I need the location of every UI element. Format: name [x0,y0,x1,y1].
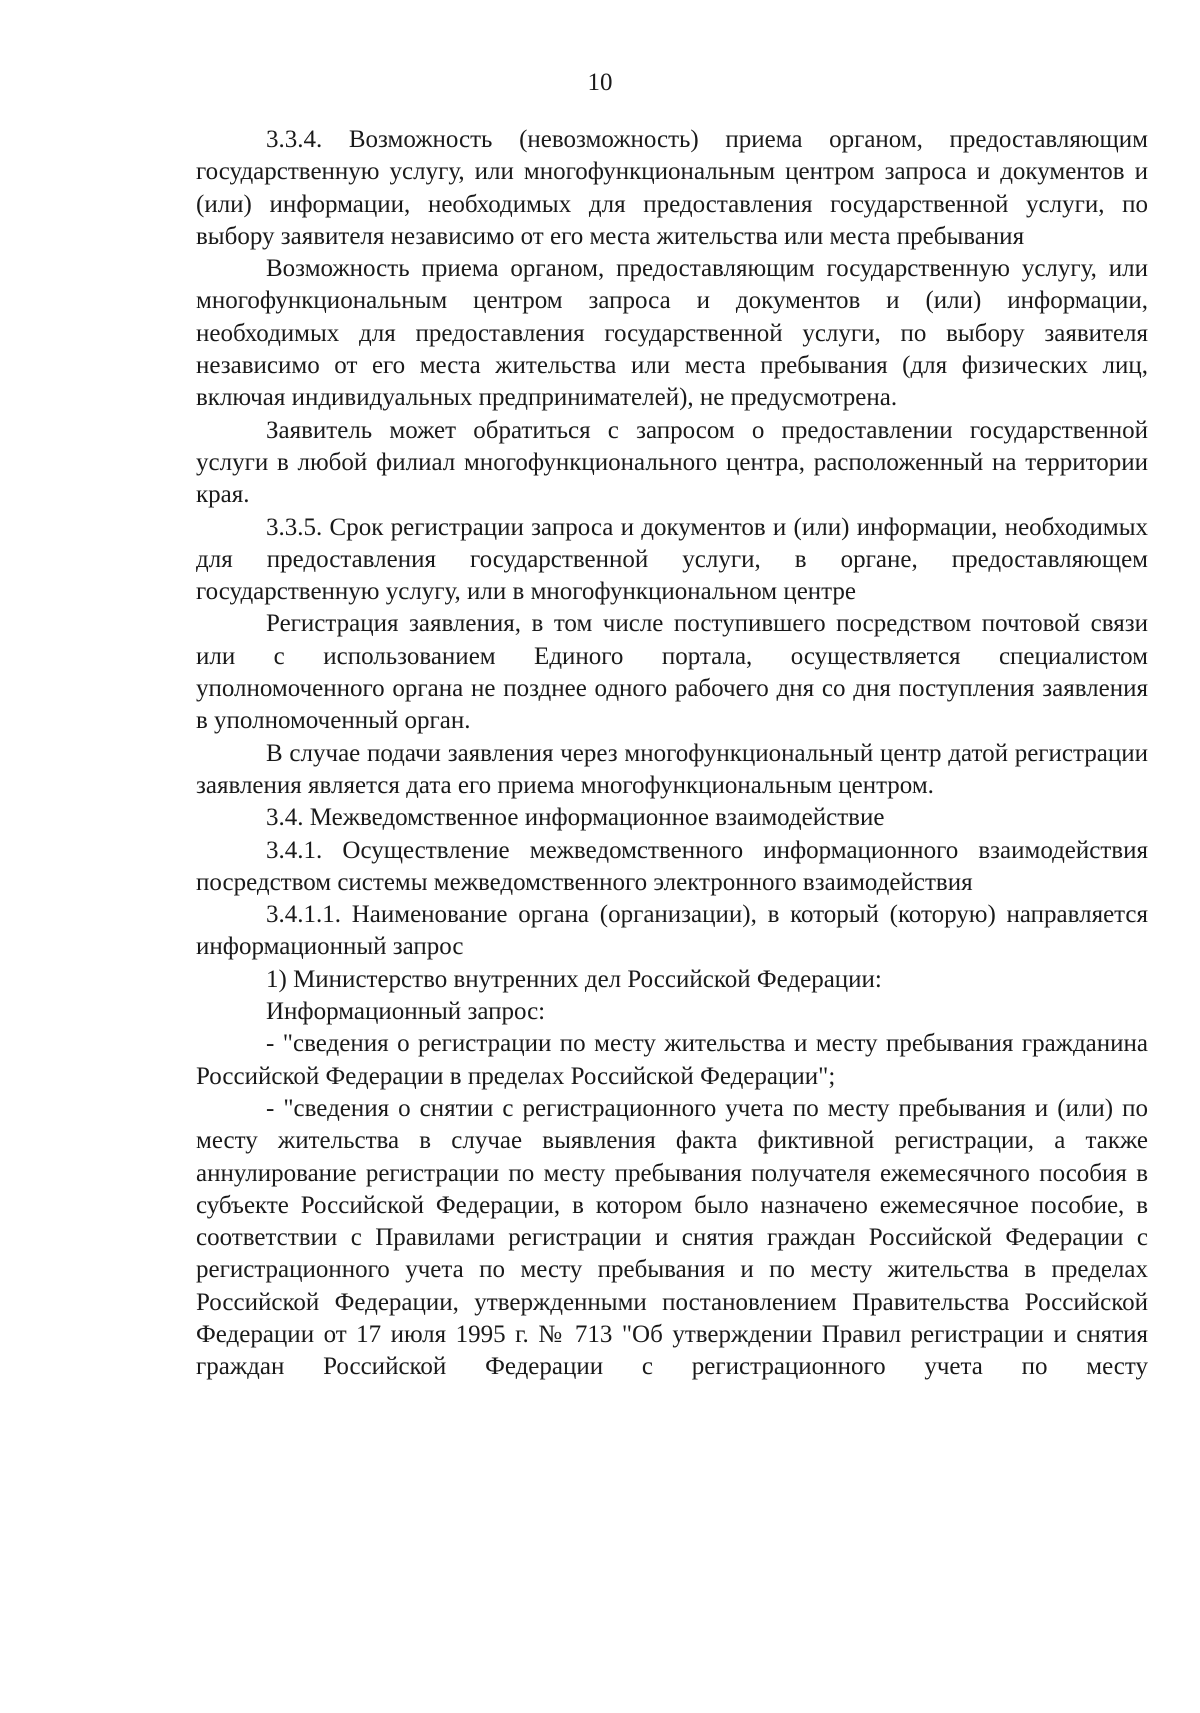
paragraph-3-4-1-1-heading: 3.4.1.1. Наименование органа (организации), в который (которую) направляется информационный запрос [196,901,1148,961]
paragraph-3-4-1-heading: 3.4.1. Осуществление межведомственного информационного взаимодействия посредством системы межведомственного электронного взаимодействия [196,836,1148,896]
paragraph-registration-term: Регистрация заявления, в том числе поступившего посредством почтовой связи или с использованием Единого портала, осуществляется специалистом уполномоченного органа не позднее одного рабочего дня со дня поступления заявления в уполномоченный орган. [196,610,1148,735]
paragraph-3-4-heading: 3.4. Межведомственное информационное взаимодействие [266,804,885,832]
list-item-deregistration-info: - "сведения о снятии с регистрационного учета по месту пребывания и (или) по месту жительства в случае выявления факта фиктивной регистрации, а также аннулирование регистрации по месту пребывания получателя ежемесячного пособия в субъекте Российской Федерации, в котором было назначено ежемесячное пособие, в соответствии с Правилами регистрации и снятия граждан Российской Федерации с регистрационного учета по месту пребывания и по месту жительства в пределах Российской Федерации, утвержденными постановлением Правительства Российской Федерации от 17 июля 1995 г. № 713 "Об утверждении Правил регистрации и снятия граждан Российской Федерации с регистрационного учета по месту [196,1094,1148,1381]
paragraph-reception-possibility: Возможность приема органом, предоставляющим государственную услугу, или многофункциональным центром запроса и документов и (или) информации, необходимых для предоставления государственной услуги, по выбору заявителя независимо от его места жительства или места пребывания (для физических лиц, включая индивидуальных предпринимателей), не предусмотрена. [196,255,1148,412]
paragraph-ministry-interior: 1) Министерство внутренних дел Российской Федерации: [266,965,882,993]
paragraph-applicant-branch: Заявитель может обратиться с запросом о предоставлении государственной услуги в любой филиал многофункционального центра, расположенный на территории края. [196,416,1148,509]
paragraph-info-request-label: Информационный запрос: [266,998,546,1026]
document-body [196,124,1148,1384]
list-item-registration-info: - "сведения о регистрации по месту жительства и месту пребывания гражданина Российской Федерации в пределах Российской Федерации"; [196,1030,1148,1090]
paragraph-3-3-5-heading: 3.3.5. Срок регистрации запроса и документов и (или) информации, необходимых для предоставления государственной услуги, в органе, предоставляющем государственную услугу, или в многофункциональном центре [196,513,1148,606]
paragraph-3-3-4-heading: 3.3.4. Возможность (невозможность) приема органом, предоставляющим государственную услугу, или многофункциональным центром запроса и документов и (или) информации, необходимых для предоставления государственной услуги, по выбору заявителя независимо от его места жительства или места пребывания [196,126,1148,250]
paragraph-mfc-registration-date: В случае подачи заявления через многофункциональный центр датой регистрации заявления является дата его приема многофункциональным центром. [196,739,1148,799]
page-number: 10 [587,69,613,96]
